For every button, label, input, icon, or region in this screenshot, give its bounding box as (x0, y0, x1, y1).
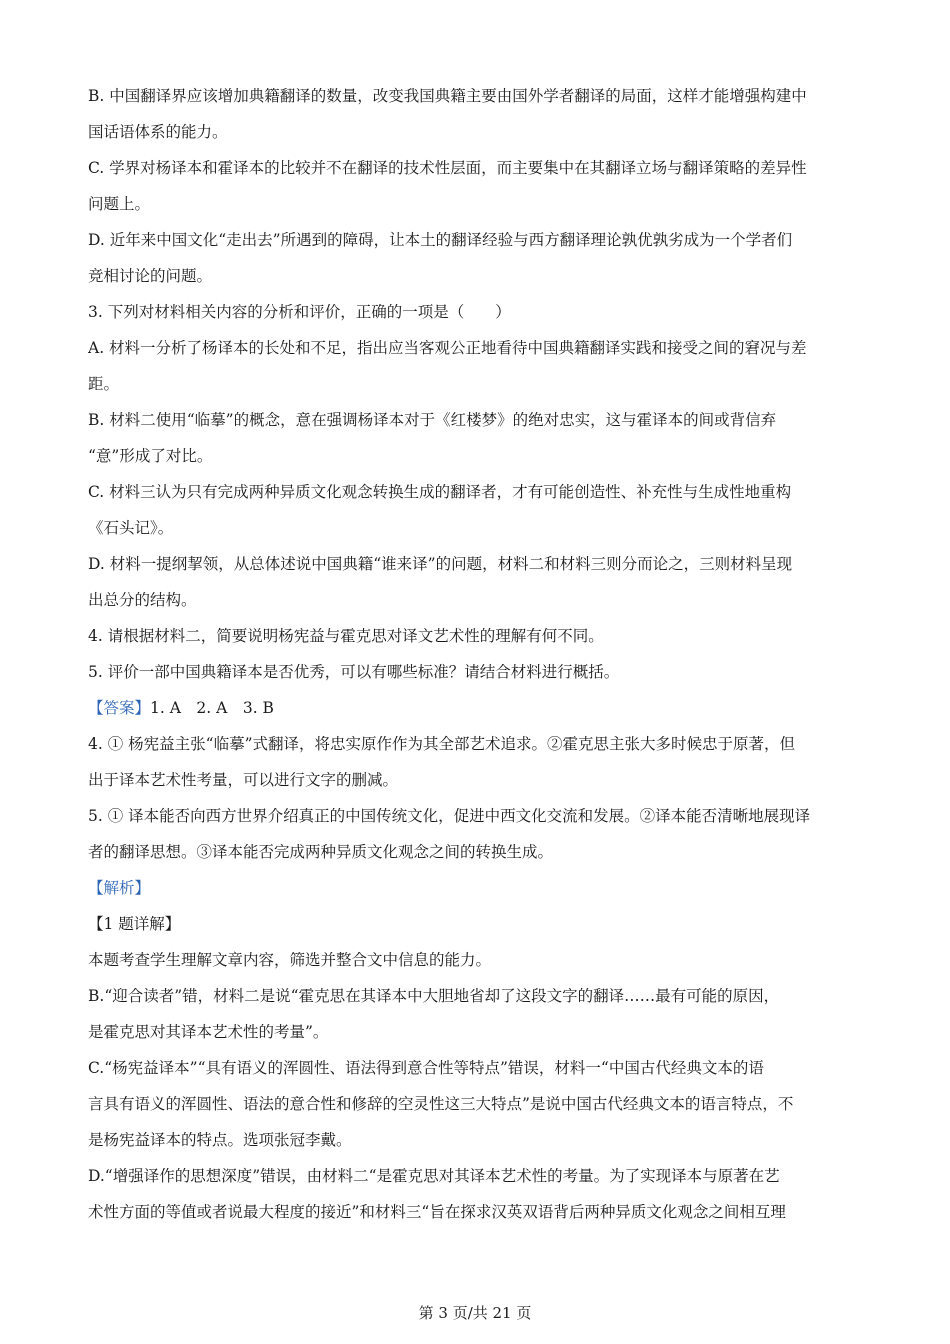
text-line: A. 材料一分析了杨译本的长处和不足，指出应当客观公正地看待中国典籍翻译实践和接受之间的窘况与差 (88, 339, 807, 357)
answer-tag: 【答案】 (88, 699, 151, 717)
analysis-tag: 【解析】 (88, 879, 151, 897)
answer-line: 4. ① 杨宪益主张“临摹”式翻译，将忠实原作作为其全部艺术追求。②霍克思主张大多时候忠于原著，但 (88, 735, 795, 753)
answer-line: 者的翻译思想。③译本能否完成两种异质文化观念之间的转换生成。 (88, 843, 554, 861)
answer-line: 5. ① 译本能否向西方世界介绍真正的中国传统文化，促进中西文化交流和发展。②译本能否清晰地展现译 (88, 807, 811, 825)
text-line: B. 材料二使用“临摹”的概念，意在强调杨译本对于《红楼梦》的绝对忠实，这与霍译本的间或背信弃 (88, 411, 777, 429)
analysis-line: 本题考查学生理解文章内容，筛选并整合文中信息的能力。 (88, 951, 492, 969)
text-line: 出总分的结构。 (88, 591, 197, 609)
text-line: C. 材料三认为只有完成两种异质文化观念转换生成的翻译者，才有可能创造性、补充性与生成性地重构 (88, 483, 792, 501)
text-line: 竞相讨论的问题。 (88, 267, 213, 285)
text-line: 问题上。 (88, 195, 151, 213)
analysis-line: 是霍克思对其译本艺术性的考量”。 (88, 1023, 329, 1041)
text-line: 距。 (88, 375, 120, 393)
question-5: 5. 评价一部中国典籍译本是否优秀，可以有哪些标准？请结合材料进行概括。 (88, 663, 620, 681)
analysis-line: C.“杨宪益译本”“具有语义的浑圆性、语法得到意合性等特点”错误，材料一“中国古代经典文本的语 (88, 1059, 764, 1077)
text-line: C. 学界对杨译本和霍译本的比较并不在翻译的技术性层面，而主要集中在其翻译立场与翻译策略的差异性 (88, 159, 807, 177)
analysis-line: 是杨宪益译本的特点。选项张冠李戴。 (88, 1131, 352, 1149)
analysis-line: 【1 题详解】 (88, 915, 181, 933)
answer-line (88, 690, 868, 726)
text-line: B. 中国翻译界应该增加典籍翻译的数量，改变我国典籍主要由国外学者翻译的局面，这样才能增强构建中 (88, 87, 807, 105)
question-3: 3. 下列对材料相关内容的分析和评价，正确的一项是（ ） (88, 303, 511, 321)
analysis-line: D.“增强译作的思想深度”错误，由材料二“是霍克思对其译本艺术性的考量。为了实现译本与原著在艺 (88, 1167, 780, 1185)
text-line: 国话语体系的能力。 (88, 123, 228, 141)
text-line: “意”形成了对比。 (88, 447, 213, 465)
page-footer: 第 3 页/共 21 页 (418, 1304, 532, 1322)
analysis-heading (88, 870, 868, 906)
answer-line: 出于译本艺术性考量，可以进行文字的删减。 (88, 771, 399, 789)
analysis-line: B.“迎合读者”错，材料二是说“霍克思在其译本中大胆地省却了这段文字的翻译……最有可能的原因， (88, 987, 780, 1005)
page-content (88, 78, 868, 1230)
question-4: 4. 请根据材料二，简要说明杨宪益与霍克思对译文艺术性的理解有何不同。 (88, 627, 604, 645)
text-line: D. 近年来中国文化“走出去”所遇到的障碍，让本土的翻译经验与西方翻译理论孰优孰劣成为一个学者们 (88, 231, 793, 249)
answer-text: 1. A 2. A 3. B (150, 699, 274, 717)
text-line: 《石头记》。 (88, 519, 174, 537)
analysis-line: 术性方面的等值或者说最大程度的接近”和材料三“旨在探求汉英双语背后两种异质文化观念之间相互理 (88, 1203, 786, 1221)
analysis-line: 言具有语义的浑圆性、语法的意合性和修辞的空灵性这三大特点”是说中国古代经典文本的语言特点，不 (88, 1095, 794, 1113)
text-line: D. 材料一提纲挈领，从总体述说中国典籍“谁来译”的问题，材料二和材料三则分而论之，三则材料呈现 (88, 555, 793, 573)
